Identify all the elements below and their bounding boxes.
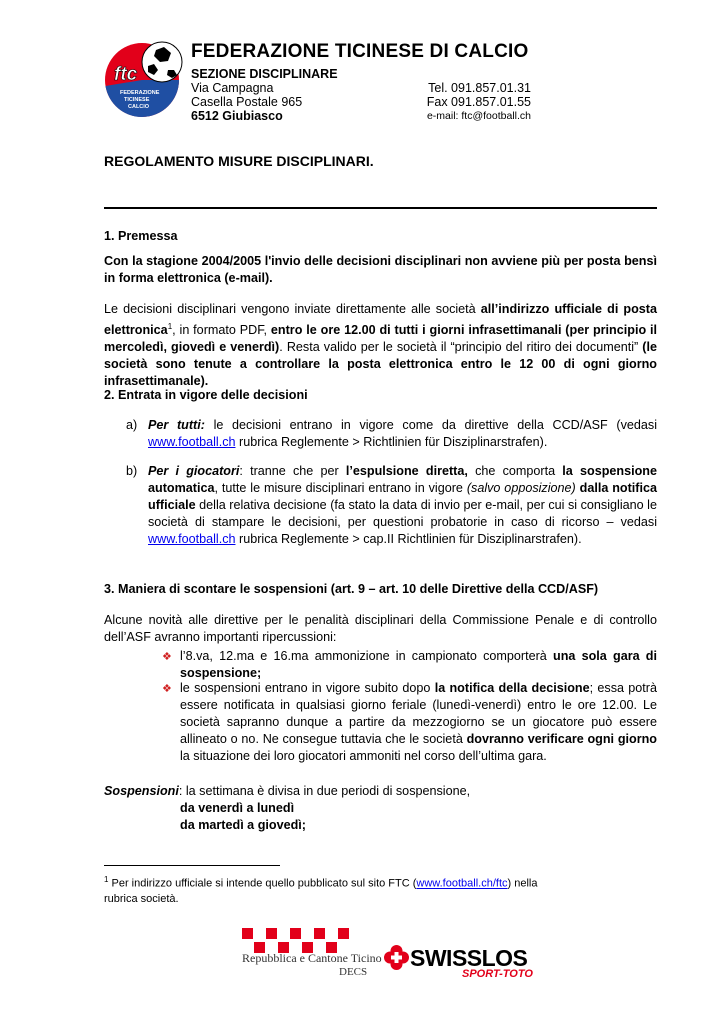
diamond-bullet-icon: ❖	[162, 683, 172, 695]
swisslos-clover-icon	[383, 944, 410, 971]
canton-name: Repubblica e Cantone Ticino	[242, 951, 382, 965]
swisslos-wordmark: SWISSLOS	[410, 945, 528, 971]
footnote: $^1$ Per indirizzo ufficiale si intende quello pubblicato sul sito FTC (www.football.ch/ftc) nella rubrica società.	[104, 875, 538, 905]
section-1-intro: Con la stagione 2004/2005 l'invio delle decisioni disciplinari non avviene più per posta bensì in forma elettronica (e-mail).	[104, 254, 657, 285]
section-1-heading: 1. Premessa	[104, 229, 178, 243]
address-street: Via Campagna	[191, 81, 274, 95]
period-1: da venerdì a lunedì	[180, 801, 295, 815]
ftc-logo	[104, 38, 188, 120]
department-name: DECS	[339, 966, 368, 978]
document-title: REGOLAMENTO MISURE DISCIPLINARI.	[104, 153, 374, 169]
bullet-2-text: le sospensioni entrano in vigore subito dopo la notifica della decisione; essa potrà essere notificata in qualsiasi giorno feriale (lunedì-venerdì) entro le ore 12.00. Le società sapranno dunque a partire da mezzogiorno se un giocatore può essere allineato o no. Ne consegue tuttavia che le società dovranno verificare ogni giorno la situazione dei loro giocatori ammoniti nel corso dell’ultima gara.	[180, 681, 657, 763]
email-address: e-mail: ftc@football.ch	[426, 110, 531, 122]
bullet-1-text: l’8.va, 12.ma e 16.ma ammonizione in campionato comporterà una sola gara di sospensione;	[180, 649, 657, 680]
logo-ftc-text: ftc	[114, 64, 138, 85]
section-1-paragraph: Le decisioni disciplinari vengono inviate direttamente alle società all’indirizzo ufficiale di posta elettronica$^1$, in formato PDF, entro le ore 12.00 di tutti i giorni infrasettimanali (per principio il mercoledì, giovedì e venerdì). Resta valido per le società il “principio del ritiro dei documenti” (le società sono tenute a controllare la posta elettronica entro le 12 00 di ogni giorno infrasettimanale).	[104, 302, 658, 389]
logo-line-1: FEDERAZIONE	[120, 90, 160, 96]
football-link-b[interactable]: www.football.ch	[148, 532, 236, 546]
federation-title: FEDERAZIONE TICINESE DI CALCIO	[191, 41, 529, 62]
ftc-link[interactable]: www.football.ch/ftc	[416, 877, 508, 890]
logo-line-3: CALCIO	[128, 104, 150, 110]
phone-number: Tel. 091.857.01.31	[428, 81, 531, 95]
sport-toto-wordmark: SPORT-TOTO	[462, 968, 533, 980]
item-a-letter: a)	[126, 418, 138, 432]
address-po-box: Casella Postale 965	[191, 95, 303, 109]
section-name: SEZIONE DISCIPLINARE	[191, 67, 338, 81]
footnote-divider	[104, 865, 280, 866]
section-3-heading: 3. Maniera di scontare le sospensioni (art. 9 – art. 10 delle Direttive della CCD/ASF)	[104, 582, 599, 596]
item-b-text: Per i giocatori: tranne che per l’espulsione diretta, che comporta la sospensione automatica, tutte le misure disciplinari entrano in vigore (salvo opposizione) dalla notifica ufficiale della relativa decisione (fa stato la data di invio per e-mail, per cui si consigliano le società di stampare le decisioni, per questioni probatorie in caso di ricorso – vedasi www.football.ch rubrica Reglemente > cap.II Richtlinien für Disziplinarstrafen).	[148, 464, 657, 546]
item-a-text: Per tutti: le decisioni entrano in vigore come da direttive della CCD/ASF (vedasi www.football.ch rubrica Reglemente > Richtlinien für Disziplinarstrafen).	[148, 418, 657, 449]
item-b-letter: b)	[126, 464, 138, 478]
diamond-bullet-icon: ❖	[162, 651, 172, 663]
fax-number: Fax 091.857.01.55	[426, 95, 531, 109]
section-2-heading: 2. Entrata in vigore delle decisioni	[104, 388, 308, 402]
logo-line-2: TICINESE	[124, 97, 150, 103]
address-city: 6512 Giubiasco	[191, 109, 283, 123]
football-link-a[interactable]: www.football.ch	[148, 435, 236, 449]
section-3-intro: Alcune novità alle direttive per le penalità disciplinari della Commissione Penale e di controllo dell’ASF avranno importanti ripercussioni:	[104, 613, 657, 644]
suspensions-line: Sospensioni: la settimana è divisa in due periodi di sospensione,	[104, 784, 471, 798]
period-2: da martedì a giovedì;	[180, 818, 306, 832]
title-divider	[104, 207, 657, 209]
